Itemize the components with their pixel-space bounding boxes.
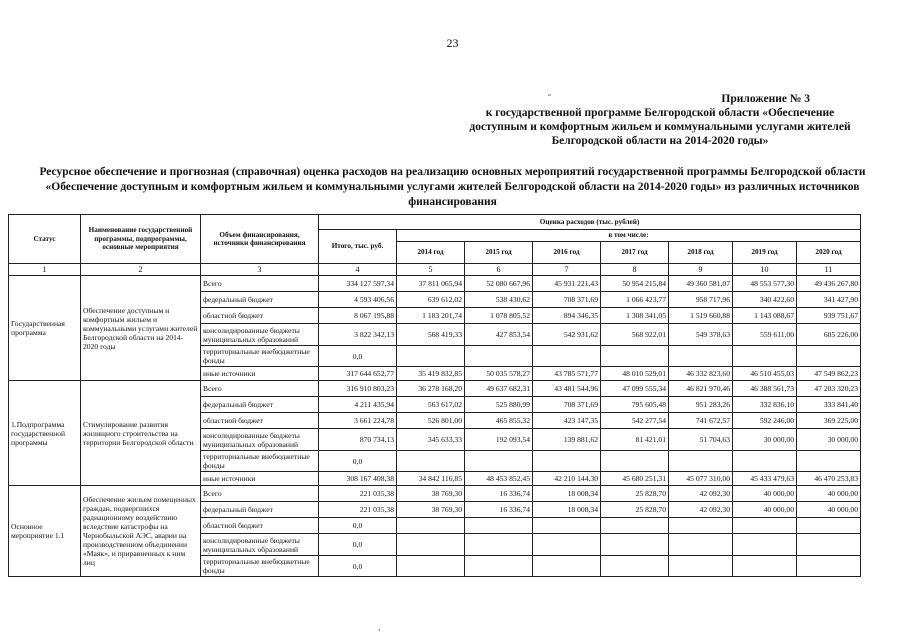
year-cell: 345 633,33 — [397, 429, 465, 451]
funding-source: Всего — [201, 276, 319, 292]
year-cell — [465, 451, 533, 472]
column-index: 7 — [533, 264, 601, 276]
year-cell: 48 010 529,01 — [601, 367, 669, 381]
year-cell: 47 203 320,23 — [797, 381, 861, 397]
year-cell: 42 092,30 — [669, 486, 733, 502]
table-row — [9, 381, 861, 397]
column-index: 3 — [201, 264, 319, 276]
year-cell: 30 000,00 — [797, 429, 861, 451]
year-cell: 51 704,63 — [669, 429, 733, 451]
year-cell: 192 093,54 — [465, 429, 533, 451]
year-cell: 46 332 823,60 — [669, 367, 733, 381]
year-cell: 708 371,69 — [533, 292, 601, 308]
column-index: 10 — [733, 264, 797, 276]
year-cell — [797, 534, 861, 556]
total-cell: 221 035,38 — [319, 502, 397, 518]
year-cell — [797, 518, 861, 534]
funding-source: консолидированные бюджеты муниципальных образований — [201, 429, 319, 451]
funding-source: Всего — [201, 486, 319, 502]
header-year: 2019 год — [733, 242, 797, 264]
year-cell — [465, 556, 533, 577]
year-cell — [669, 346, 733, 367]
header-year: 2017 год — [601, 242, 669, 264]
year-cell: 25 828,70 — [601, 502, 669, 518]
year-cell — [797, 451, 861, 472]
funding-source: федеральный бюджет — [201, 397, 319, 413]
column-index: 1 — [9, 264, 81, 276]
year-cell — [533, 346, 601, 367]
year-cell — [465, 346, 533, 367]
year-cell: 43 785 571,77 — [533, 367, 601, 381]
year-cell: 48 553 577,30 — [733, 276, 797, 292]
year-cell — [533, 534, 601, 556]
funding-source: областной бюджет — [201, 518, 319, 534]
year-cell: 37 811 065,94 — [397, 276, 465, 292]
total-cell: 334 127 597,34 — [319, 276, 397, 292]
year-cell: 639 612,02 — [397, 292, 465, 308]
total-cell: 308 167 408,38 — [319, 472, 397, 486]
year-cell: 50 954 215,84 — [601, 276, 669, 292]
year-cell: 36 278 168,20 — [397, 381, 465, 397]
year-cell: 16 336,74 — [465, 486, 533, 502]
funding-source: Всего — [201, 381, 319, 397]
year-cell: 47 099 555,34 — [601, 381, 669, 397]
year-cell: 427 853,54 — [465, 324, 533, 346]
year-cell: 568 419,33 — [397, 324, 465, 346]
total-cell: 4 211 435,94 — [319, 397, 397, 413]
document-title — [20, 165, 885, 210]
year-cell: 42 092,30 — [669, 502, 733, 518]
scan-mark: ˝ — [548, 93, 551, 103]
funding-source: областной бюджет — [201, 413, 319, 429]
header-name: Наименование государственной программы, подпрограммы, основные мероприятия — [81, 215, 201, 264]
year-cell: 542 931,62 — [533, 324, 601, 346]
year-cell: 50 035 578,27 — [465, 367, 533, 381]
total-cell: 0,0 — [319, 518, 397, 534]
total-cell: 0,0 — [319, 451, 397, 472]
header-year: 2016 год — [533, 242, 601, 264]
year-cell: 40 000,00 — [733, 486, 797, 502]
header-total: Итого, тыс. руб. — [319, 230, 397, 264]
year-cell — [601, 556, 669, 577]
year-cell: 568 922,01 — [601, 324, 669, 346]
year-cell: 605 226,00 — [797, 324, 861, 346]
group-status: Государственная программа — [9, 276, 81, 381]
group-status: 1.Подпрограмма государственной программы — [9, 381, 81, 486]
year-cell: 47 549 862,23 — [797, 367, 861, 381]
total-cell: 317 644 652,77 — [319, 367, 397, 381]
year-cell: 542 277,54 — [601, 413, 669, 429]
year-cell: 1 078 805,52 — [465, 308, 533, 324]
column-index: 6 — [465, 264, 533, 276]
year-cell: 369 225,00 — [797, 413, 861, 429]
year-cell — [533, 451, 601, 472]
year-cell — [397, 346, 465, 367]
year-cell: 332 836,10 — [733, 397, 797, 413]
funding-source: иные источники — [201, 367, 319, 381]
total-cell: 870 734,13 — [319, 429, 397, 451]
year-cell: 49 436 267,80 — [797, 276, 861, 292]
year-cell: 1 066 423,77 — [601, 292, 669, 308]
year-cell — [601, 534, 669, 556]
year-cell — [601, 346, 669, 367]
column-index: 9 — [669, 264, 733, 276]
year-cell: 49 360 581,07 — [669, 276, 733, 292]
year-cell: 894 346,35 — [533, 308, 601, 324]
year-cell: 45 433 479,63 — [733, 472, 797, 486]
year-cell: 49 637 682,31 — [465, 381, 533, 397]
funding-source: федеральный бюджет — [201, 292, 319, 308]
year-cell: 35 419 832,85 — [397, 367, 465, 381]
year-cell — [733, 534, 797, 556]
funding-source: территориальные внебюджетные фонды — [201, 556, 319, 577]
year-cell — [733, 518, 797, 534]
funding-source: иные источники — [201, 472, 319, 486]
year-cell: 18 008,34 — [533, 502, 601, 518]
year-cell — [533, 518, 601, 534]
title-line-1: Ресурсное обеспечение и прогнозная (справочная) оценка расходов на реализацию основных мероприятий государственной программы Белгородской области — [39, 166, 866, 178]
year-cell — [797, 556, 861, 577]
year-cell: 40 000,00 — [797, 486, 861, 502]
total-cell: 4 593 406,56 — [319, 292, 397, 308]
year-cell: 951 283,26 — [669, 397, 733, 413]
header-year: 2020 год — [797, 242, 861, 264]
header-including: в том числе: — [397, 230, 861, 242]
year-cell: 30 000,00 — [733, 429, 797, 451]
column-index: 8 — [601, 264, 669, 276]
year-cell: 25 828,70 — [601, 486, 669, 502]
year-cell: 939 751,67 — [797, 308, 861, 324]
year-cell — [733, 451, 797, 472]
year-cell: 592 246,00 — [733, 413, 797, 429]
year-cell: 38 769,30 — [397, 486, 465, 502]
title-line-3: финансирования — [408, 196, 497, 208]
year-cell — [733, 346, 797, 367]
column-index: 2 — [81, 264, 201, 276]
year-cell: 45 077 310,00 — [669, 472, 733, 486]
year-cell: 18 008,34 — [533, 486, 601, 502]
year-cell: 333 841,40 — [797, 397, 861, 413]
year-cell — [669, 556, 733, 577]
year-cell: 525 880,99 — [465, 397, 533, 413]
total-cell: 0,0 — [319, 534, 397, 556]
year-cell — [601, 518, 669, 534]
year-cell: 1 143 088,67 — [733, 308, 797, 324]
funding-source: областной бюджет — [201, 308, 319, 324]
year-cell — [533, 556, 601, 577]
year-cell: 1 183 201,74 — [397, 308, 465, 324]
funding-source: консолидированные бюджеты муниципальных образований — [201, 534, 319, 556]
year-cell: 40 000,00 — [797, 502, 861, 518]
group-name: Обеспечение доступным и комфортным жильем и коммунальными услугами жителей Белгородской области на 2014-2020 годы — [81, 276, 201, 381]
header-volume: Объем финансирования, источники финансирования — [201, 215, 319, 264]
year-cell — [465, 518, 533, 534]
year-cell — [397, 556, 465, 577]
appendix-header — [440, 92, 880, 148]
total-cell: 3 661 224,78 — [319, 413, 397, 429]
year-cell: 48 453 852,45 — [465, 472, 533, 486]
year-cell: 423 147,35 — [533, 413, 601, 429]
year-cell: 139 881,62 — [533, 429, 601, 451]
year-cell — [669, 518, 733, 534]
year-cell: 46 510 455,03 — [733, 367, 797, 381]
year-cell — [397, 534, 465, 556]
year-cell: 795 605,48 — [601, 397, 669, 413]
table-row — [9, 486, 861, 502]
total-cell: 221 035,38 — [319, 486, 397, 502]
year-cell: 42 210 144,30 — [533, 472, 601, 486]
funding-table — [8, 214, 861, 577]
year-cell: 526 801,00 — [397, 413, 465, 429]
total-cell: 0,0 — [319, 556, 397, 577]
table-row — [9, 276, 861, 292]
title-line-2: «Обеспечение доступным и комфортным жильем и коммунальными услугами жителей Белгородской области на 2014-2020 годы» из различных источников — [45, 181, 860, 193]
year-cell: 741 672,57 — [669, 413, 733, 429]
year-cell: 538 430,62 — [465, 292, 533, 308]
year-cell — [669, 451, 733, 472]
funding-source: территориальные внебюджетные фонды — [201, 451, 319, 472]
year-cell: 563 617,02 — [397, 397, 465, 413]
year-cell: 38 769,30 — [397, 502, 465, 518]
year-cell — [601, 451, 669, 472]
funding-source: территориальные внебюджетные фонды — [201, 346, 319, 367]
year-cell — [397, 451, 465, 472]
year-cell: 958 717,96 — [669, 292, 733, 308]
funding-source: федеральный бюджет — [201, 502, 319, 518]
year-cell — [733, 556, 797, 577]
header-year: 2014 год — [397, 242, 465, 264]
year-cell — [397, 518, 465, 534]
year-cell: 340 422,60 — [733, 292, 797, 308]
year-cell: 559 611,00 — [733, 324, 797, 346]
year-cell — [797, 346, 861, 367]
year-cell: 708 371,69 — [533, 397, 601, 413]
year-cell: 45 931 221,43 — [533, 276, 601, 292]
group-name: Стимулирование развития жилищного строительства на территории Белгородской области — [81, 381, 201, 486]
year-cell: 549 378,63 — [669, 324, 733, 346]
total-cell: 0,0 — [319, 346, 397, 367]
appendix-line-2: к государственной программе Белгородской области «Обеспечение — [485, 107, 835, 119]
appendix-line-3: доступным и комфортным жильем и коммунальными услугами жителей — [469, 121, 851, 133]
appendix-line-4: Белгородской области на 2014-2020 годы» — [551, 135, 769, 147]
header-estimate: Оценка расходов (тыс. рублей) — [319, 215, 861, 230]
column-index: 4 — [319, 264, 397, 276]
total-cell: 3 822 342,13 — [319, 324, 397, 346]
scan-mark: · — [378, 625, 381, 635]
group-name: Обеспечение жильем помещенных граждан, подвергшихся радиационному воздействию вследствие катастрофы на Чернобыльской АЭС, аварии на производственном объединении «Маяк», и приравненных к ним лиц — [81, 486, 201, 577]
funding-source: консолидированные бюджеты муниципальных образований — [201, 324, 319, 346]
year-cell: 81 421,01 — [601, 429, 669, 451]
year-cell: 46 821 970,46 — [669, 381, 733, 397]
year-cell: 34 842 116,85 — [397, 472, 465, 486]
header-year: 2018 год — [669, 242, 733, 264]
column-index: 5 — [397, 264, 465, 276]
year-cell: 40 000,00 — [733, 502, 797, 518]
year-cell — [669, 534, 733, 556]
year-cell: 16 336,74 — [465, 502, 533, 518]
total-cell: 316 910 803,23 — [319, 381, 397, 397]
year-cell: 465 855,32 — [465, 413, 533, 429]
header-status: Статус — [9, 215, 81, 264]
page-number: 23 — [446, 36, 459, 50]
year-cell: 1 308 341,05 — [601, 308, 669, 324]
appendix-line-1: Приложение № 3 — [721, 93, 810, 105]
year-cell: 46 388 561,73 — [733, 381, 797, 397]
year-cell: 1 519 660,88 — [669, 308, 733, 324]
year-cell: 341 427,90 — [797, 292, 861, 308]
year-cell — [465, 534, 533, 556]
year-cell: 45 680 251,31 — [601, 472, 669, 486]
year-cell: 43 481 544,96 — [533, 381, 601, 397]
total-cell: 8 067 195,88 — [319, 308, 397, 324]
year-cell: 52 080 667,96 — [465, 276, 533, 292]
header-year: 2015 год — [465, 242, 533, 264]
column-index: 11 — [797, 264, 861, 276]
group-status: Основное мероприятие 1.1 — [9, 486, 81, 577]
year-cell: 46 470 253,83 — [797, 472, 861, 486]
